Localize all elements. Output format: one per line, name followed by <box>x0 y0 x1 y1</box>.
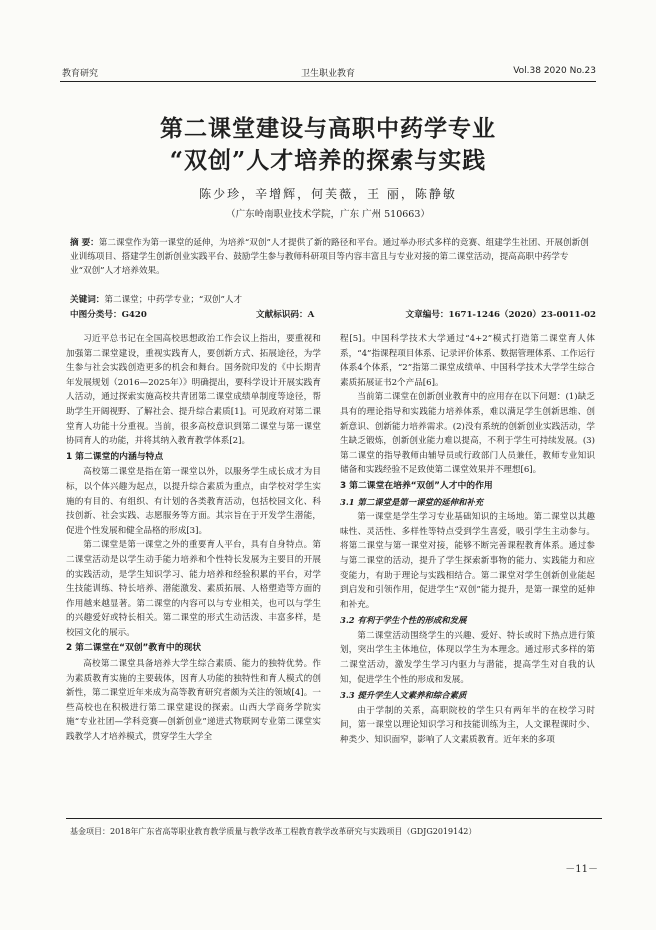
author-list: 陈少珍，辛增辉，何芙薇，王 丽，陈静敏 <box>199 187 457 201</box>
journal-section: 教育研究 <box>62 69 99 79</box>
left-column <box>66 332 321 745</box>
keywords-text: 第二课堂；中药学专业；“双创”人才 <box>104 295 243 305</box>
abstract-label: 摘 要： <box>70 238 99 248</box>
paragraph: 程[5]。中国科学技术大学通过“4+2”模式打造第二课堂育人体系，“4”指课程项目体系、记录评价体系、数据管理体系、工作运行体系4个体系，“2”指第二课堂成绩单、中国科学技术大学学生综合素质拓展证书2个产品[6]。 <box>340 334 595 388</box>
paragraph: 第二课堂活动围绕学生的兴趣、爱好、特长或时下热点进行策划，突出学生主体地位，体现以学生为本理念。通过形式多样的第二课堂活动，激发学生学习内驱力与潜能，提高学生对自我的认知，促进学生个性的形成和发展。 <box>340 630 595 685</box>
subsection-heading: 3.1 第二课堂是第一课堂的延伸和补充 <box>340 496 484 507</box>
journal-name: 卫生职业教育 <box>300 69 355 79</box>
paper-title-line1: 第二课堂建设与高职中药学专业 <box>160 115 496 142</box>
keywords-label: 关键词： <box>70 295 105 305</box>
paragraph: 由于学制的关系，高职院校的学生只有两年半的在校学习时间，第一课堂以理论知识学习和技能训练为主，人文课程课时少、种类少、知识面窄，影响了人文素质教育。近年来的多项 <box>340 705 595 746</box>
article-number: 文章编号：1671-1246（2020）23-0011-02 <box>405 310 596 320</box>
right-column <box>340 332 595 748</box>
abstract-text: 第二课堂作为第一课堂的延伸，为培养“双创”人才提供了新的路径和平台。通过举办形式多样的竞赛、组建学生社团、开展创新创业训练项目、搭建学生创新创业实践平台、鼓励学生参与教师科研项目等内容丰富且与专业对接的第二课堂活动，提高高职中药学专业“双创”人才培养效果。 <box>70 238 589 276</box>
paragraph: 习近平总书记在全国高校思想政治工作会议上指出，要重视和加强第二课堂建设，重视实践育人，要创新方式、拓展途径，为学生参与社会实践创造更多的机会和舞台。国务院印发的《中长期青年发展规划（2016—2025年）》明确提出，要科学设计开展实践育人活动，通过探索实施高校共青团第二课堂成绩单制度等途径，帮助学生开阔视野、了解社会、提升综合素质[1]。可见政府对第二课堂育人功能十分重视。当前，很多高校意识到第二课堂与第一课堂协同育人的功能，并将其纳入教育教学体系[2]。 <box>66 334 321 447</box>
clc-number: 中图分类号：G420 <box>70 310 147 320</box>
paragraph: 高校第二课堂是指在第一课堂以外，以服务学生成长成才为目标，以个体兴趣为起点，以提升综合素质为重点，由学校对学生实施的有目的、有组织、有计划的各类教育活动，包括校园文化、科技创新、社会实践、志愿服务等方面。其宗旨在于开发学生潜能，促进个性发展和健全品格的形成[3]。 <box>66 467 321 536</box>
journal-volume: Vol.38 2020 No.23 <box>513 66 596 76</box>
header-rule <box>60 81 596 82</box>
paragraph: 第二课堂是第一课堂之外的重要育人平台，具有自身特点。第二课堂活动是以学生动手能力培养和个性特长发展为主要目的开展的实践活动，是学生知识学习、能力培养和经验积累的平台，对学生技能训练、特长培养、潜能激发、素质拓展、人格塑造等方面的作用越来越显著。第二课堂的内容可以与专业相关，也可以与学生的兴趣爱好或特长相关。第二课堂的形式生动活泼、丰富多样，是校园文化的展示。 <box>66 540 321 638</box>
affiliation: （广东岭南职业技术学院，广东 广州 510663） <box>226 209 430 220</box>
section-heading: 1 第二课堂的内涵与特点 <box>66 451 164 462</box>
paper-title-line2: “双创”人才培养的探索与实践 <box>169 147 487 174</box>
paragraph: 第一课堂是学生学习专业基础知识的主场地。第二课堂以其趣味性、灵活性、多样性等特点受到学生喜爱，吸引学生主动参与。将第二课堂与第一课堂对接，能够不断完善课程教育体系。通过参与第二课堂的活动，提升了学生探索新事物的能力、实践能力和应变能力，有助于理论与实践相结合。第二课堂对学生创新创业能起到启发和引领作用，促进学生“双创”能力提升，是第一课堂的延伸和补充。 <box>340 512 595 610</box>
paragraph: 高校第二课堂具备培养大学生综合素质、能力的独特优势。作为素质教育实施的主要载体，因育人功能的独特性和育人模式的创新性，第二课堂近年来成为高等教育研究者颇为关注的领域[4]。一些高校也在积极进行第二课堂建设的探索。山西大学商务学院实施“专业社团—学科竞赛—创新创业”递进式物联网专业第二课堂实践教学人才培养模式，贯穿学生大学全 <box>66 659 321 743</box>
document-code: 文献标识码：A <box>256 310 315 320</box>
keywords <box>70 293 590 305</box>
footnote-rule <box>66 818 602 819</box>
paragraph: 当前第二课堂在创新创业教育中的应用存在以下问题：(1)缺乏具有的理论指导和实践能力培养体系，难以满足学生创新思维、创新意识、创新能力培养需求。(2)没有系统的创新创业实践活动，学生缺乏锻炼，创新创业能力难以提高，不利于学生可持续发展。(3)第二课堂的指导教师由辅导员或行政部门人员兼任，教师专业知识储备和实践经验不足致使第二课堂效果并不理想[6]。 <box>340 392 595 476</box>
section-heading: 3 第二课堂在培养“双创”人才中的作用 <box>340 480 493 491</box>
page-number: －11－ <box>565 864 598 875</box>
subsection-heading: 3.2 有利于学生个性的形成和发展 <box>340 615 467 626</box>
section-heading: 2 第二课堂在“双创”教育中的现状 <box>66 643 202 654</box>
subsection-heading: 3.3 提升学生人文素养和综合素质 <box>340 690 467 701</box>
funding-footnote: 基金项目：2018年广东省高等职业教育教学质量与教学改革工程教育教学改革研究与实践项目（GDJG2019142） <box>70 827 477 836</box>
abstract <box>70 236 590 278</box>
